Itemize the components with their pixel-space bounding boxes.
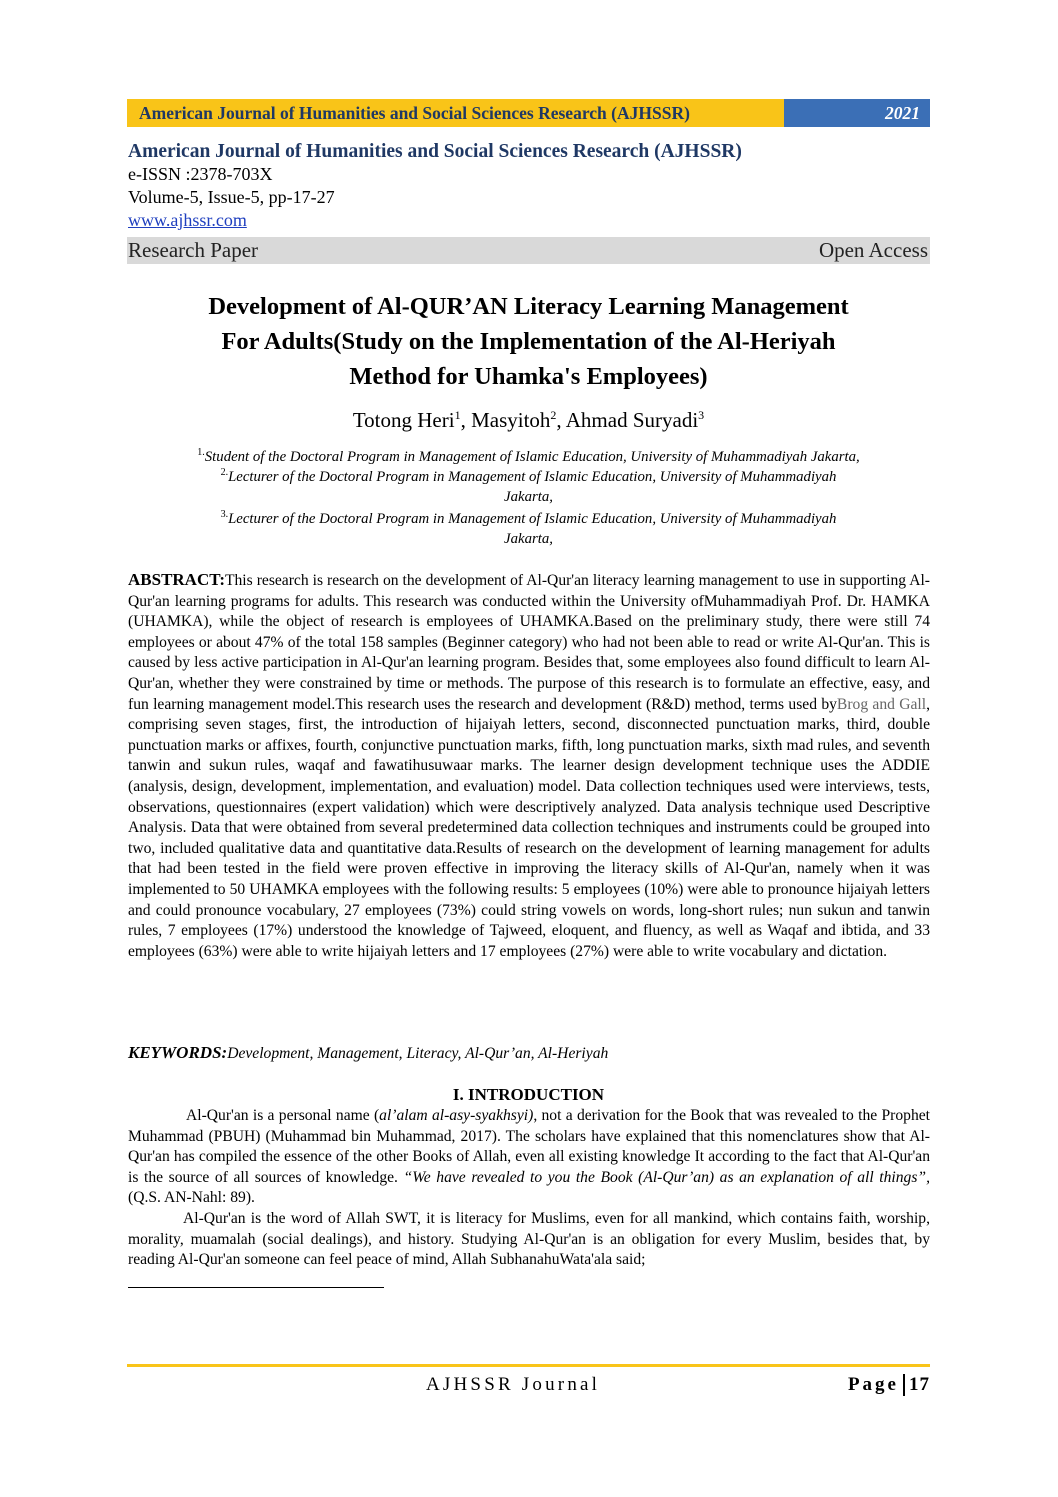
author-name: Ahmad Suryadi <box>565 408 699 432</box>
affiliation-3 <box>127 505 930 549</box>
affiliation-text: Lecturer of the Doctoral Program in Management of Islamic Education, University of Muhammadiyah <box>228 510 837 527</box>
abstract-text: , comprising seven stages, first, the introduction of hijaiyah letters, second, disconnected punctuation marks, third, double punctuation marks or affixes, fourth, conjunctive punctuation marks, fifth, long punctuation marks, sixth mad rules, and seventh tanwin and sukun rules, waqaf and fawatihusuwaar marks. The learner design development technique uses the ADDIE (analysis, design, development, implementation, and evaluation) model. Data collection techniques used were interviews, tests, observations, questionnaires (expert validation) which were descriptively analyzed. Data analysis technique used Descriptive Analysis. Data that were obtained from several predetermined data collection techniques and instruments could be grouped into two, included qualitative data and quantitative data.Results of research on the development of learning management for adults that had been tested in the field were proven effective in improving the literacy skills of Al-Qur'an, namely when it was implemented to 50 UHAMKA employees with the following results: 5 employees (10%) were able to pronounce hijaiyah letters and could pronounce vocabulary, 27 employees (73%) could string vowels on words, long-short rules; nun sukun and tanwin rules, 7 employees (17%) understood the knowledge of Tajweed, eloquent, and fluency, as well as Waqaf and ibtida, and 33 employees (63%) were able to write hijaiyah letters and 17 employees (27%) were able to write vocabulary and dictation. <box>128 695 930 960</box>
access-type-label: Open Access <box>818 238 928 262</box>
title-line: Method for Uhamka's Employees) <box>349 363 708 390</box>
page-number: 17 <box>909 1374 930 1395</box>
paragraph-quote: “We have revealed to you the Book (Al-Qur’an) as an explanation of all things”, <box>403 1168 930 1186</box>
footnote-divider <box>128 1287 384 1288</box>
paragraph-text: Al-Qur'an is a personal name ( <box>186 1107 380 1124</box>
author-separator: , <box>460 408 472 432</box>
journal-name: American Journal of Humanities and Social Sciences Research (AJHSSR) <box>128 141 742 162</box>
affiliation-text: Student of the Doctoral Program in Management of Islamic Education, University of Muhammadiyah Jakarta, <box>204 448 860 465</box>
author-name: Totong Heri <box>352 408 455 432</box>
footer-divider <box>127 1364 930 1367</box>
abstract-citation: Brog and Gall <box>836 695 927 713</box>
keywords-label: KEYWORDS: <box>128 1043 228 1062</box>
paragraph-italic: al’alam al-asy-syakhsyi) <box>379 1107 534 1124</box>
affiliation-text: Jakarta, <box>504 488 553 505</box>
author-separator: , <box>556 408 566 432</box>
paragraph-text: , not a derivation for the Book that was revealed to the Prophet Muhammad (PBUH) (Muhammad bin Muhammad, 2017). The scholars have explained that this nomenclatures show that Al-Qur'an has compiled the essence of the other Books of Allah, even all existing knowledge It according to the fact that Al-Qur'an is the source of all sources of knowledge. <box>128 1107 931 1186</box>
keywords-text: Development, Management, Literacy, Al-Qur’an, Al-Heriyah <box>227 1045 609 1062</box>
abstract <box>128 570 930 962</box>
affiliation-text: Jakarta, <box>504 530 553 547</box>
journal-volume: Volume-5, Issue-5, pp-17-27 <box>128 187 335 207</box>
abstract-text: This research is research on the development of Al-Qur'an literacy learning management to use in supporting Al-Qur'an learning programs for adults. This research was conducted within the University ofMuhammadiyah Prof. Dr. HAMKA (UHAMKA), while the object of research is employees of UHAMKA.Based on the preliminary study, there were still 74 employees or about 47% of the total 158 samples (Beginner category) who had not been able to read or write Al-Qur'an. This is caused by less active participation in Al-Qur'an learning program. Besides that, some employees also found difficult to learn Al-Qur'an, whether they were constrained by time or methods. The purpose of this research is to formulate an effective, easy, and fun learning management model.This research uses the research and development (R&D) method, terms used by <box>128 572 930 713</box>
author-name: Masyitoh <box>471 408 551 432</box>
keywords <box>128 1043 930 1063</box>
abstract-label: ABSTRACT: <box>128 570 225 589</box>
title-line: Development of Al-QUR’AN Literacy Learning Management <box>208 293 849 320</box>
affiliation-superscript: 1. <box>197 447 205 458</box>
section-heading-introduction: I. INTRODUCTION <box>452 1085 605 1104</box>
paper-title <box>127 289 930 394</box>
running-header-journal: American Journal of Humanities and Social Sciences Research (AJHSSR) <box>127 99 784 127</box>
footer-page-number <box>848 1374 930 1396</box>
paragraph-text: (Q.S. AN-Nahl: 89). <box>128 1189 255 1207</box>
paragraph <box>128 1106 930 1209</box>
affiliation-text: Lecturer of the Doctoral Program in Management of Islamic Education, University of Muhammadiyah <box>228 468 837 485</box>
running-header-year: 2021 <box>784 99 930 127</box>
paper-type-label: Research Paper <box>128 238 259 262</box>
title-line: For Adults(Study on the Implementation of the Al-Heriyah <box>221 328 836 355</box>
footer-journal-name: AJHSSR Journal <box>426 1374 601 1395</box>
journal-info <box>128 140 742 232</box>
page-label: Page <box>847 1374 899 1395</box>
affiliation-superscript: 3. <box>220 509 229 520</box>
journal-url-link[interactable]: www.ajhssr.com <box>128 210 247 230</box>
affiliation-2 <box>127 463 930 507</box>
paragraph: Al-Qur'an is the word of Allah SWT, it is literacy for Muslims, even for all mankind, which contains faith, worship, morality, muamalah (social dealings), and history. Studying Al-Qur'an is an obligation for every Muslim, besides that, by reading Al-Qur'an someone can feel peace of mind, Allah SubhanahuWata'ala said; <box>128 1209 930 1269</box>
author-superscript: 3 <box>698 408 705 422</box>
author-superscript: 1 <box>454 408 461 422</box>
paper-type-bar <box>127 237 930 264</box>
running-header <box>127 99 930 127</box>
page-separator <box>903 1374 905 1396</box>
journal-issn: e-ISSN :2378-703X <box>128 164 273 184</box>
author-superscript: 2 <box>550 408 557 422</box>
introduction-body <box>128 1106 930 1271</box>
author-list <box>127 408 930 433</box>
affiliation-superscript: 2. <box>220 467 229 478</box>
